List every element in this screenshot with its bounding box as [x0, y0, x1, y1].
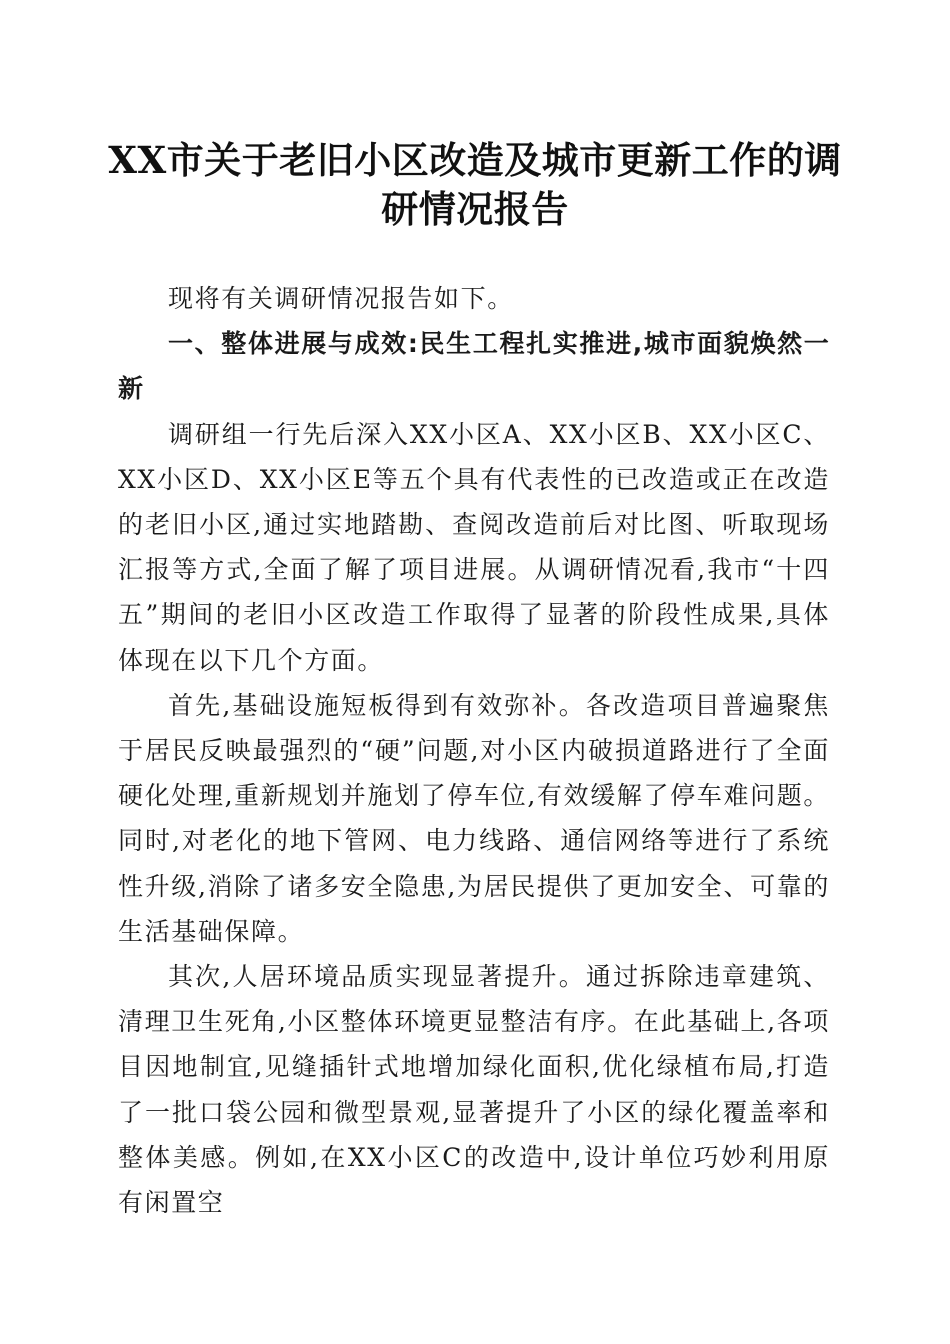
- document-title: XX市关于老旧小区改造及城市更新工作的调研情况报告: [108, 138, 842, 231]
- body-paragraph: 其次,人居环境品质实现显著提升。通过拆除违章建筑、清理卫生死角,小区整体环境更显整洁有序。在此基础上,各项目因地制宜,见缝插针式地增加绿化面积,优化绿植布局,打造了一批口袋公园和微型景观,显著提升了小区的绿化覆盖率和整体美感。例如,在XX小区C的改造中,设计单位巧妙利用原有闲置空: [118, 962, 830, 1218]
- intro-paragraph: 现将有关调研情况报告如下。: [168, 284, 514, 313]
- section-heading: 一、整体进展与成效:民生工程扎实推进,城市面貌焕然一新: [118, 329, 830, 404]
- body-paragraph: 首先,基础设施短板得到有效弥补。各改造项目普遍聚焦于居民反映最强烈的“硬”问题,对小区内破损道路进行了全面硬化处理,重新规划并施划了停车位,有效缓解了停车难问题。同时,对老化的地下管网、电力线路、通信网络等进行了系统性升级,消除了诸多安全隐患,为居民提供了更加安全、可靠的生活基础保障。: [118, 690, 830, 946]
- body-paragraph: 调研组一行先后深入XX小区A、XX小区B、XX小区C、XX小区D、XX小区E等五个具有代表性的已改造或正在改造的老旧小区,通过实地踏勘、查阅改造前后对比图、听取现场汇报等方式,全面了解了项目进展。从调研情况看,我市“十四五”期间的老旧小区改造工作取得了显著的阶段性成果,具体体现在以下几个方面。: [118, 419, 830, 675]
- document-body: [118, 276, 830, 1225]
